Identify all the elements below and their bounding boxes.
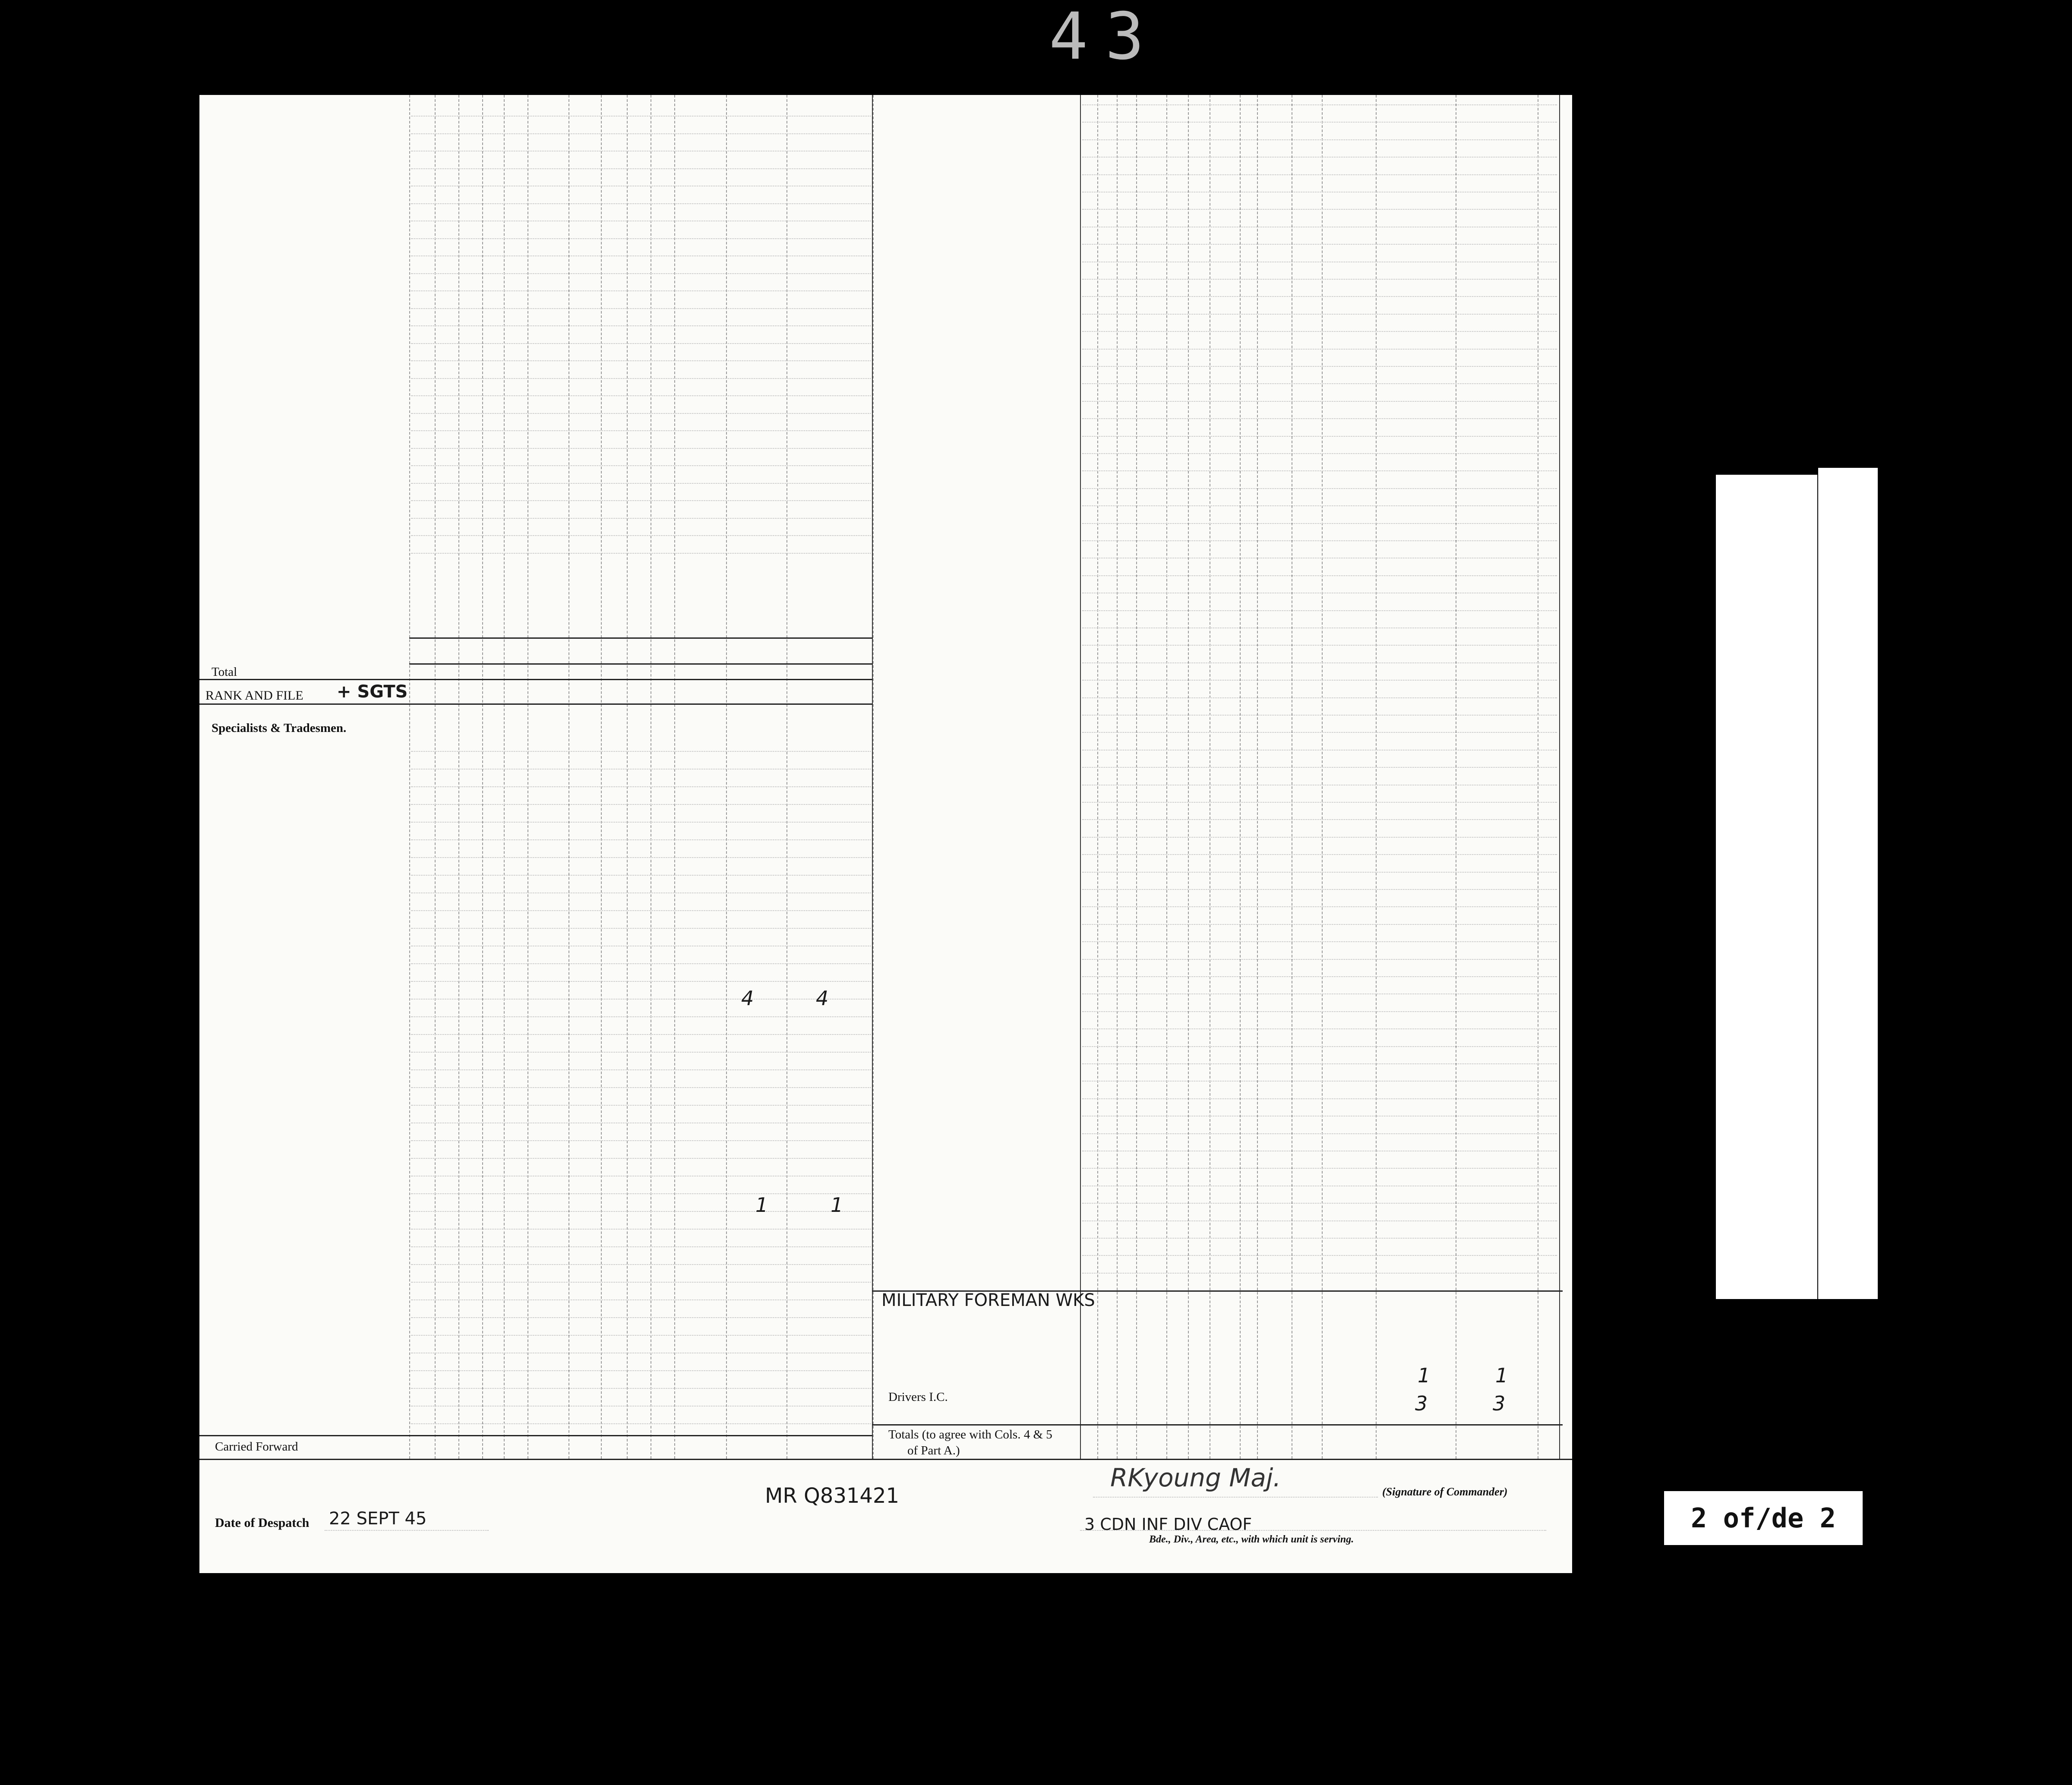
left-top-row-dots <box>411 448 871 449</box>
page-number-stamp: 43 <box>1049 0 1162 74</box>
left-top-row-dots <box>411 325 871 326</box>
right-trade-row-dots <box>1082 1273 1557 1274</box>
right-trade-row-dots <box>1082 680 1557 681</box>
left-trade-row-dots <box>411 1016 871 1017</box>
left-column-line-5 <box>527 95 528 1459</box>
right-trade-row-dots <box>1082 906 1557 907</box>
left-trade-row-dots <box>411 804 871 805</box>
right-trade-row-dots <box>1082 645 1557 646</box>
right-trade-row-dots <box>1082 505 1557 506</box>
left-trade-row-dots <box>411 1229 871 1230</box>
left-trade-row-dots <box>411 786 871 787</box>
total-label: Total <box>212 665 237 679</box>
date-value: 22 SEPT 45 <box>329 1509 427 1529</box>
right-trade-row-dots <box>1082 436 1557 437</box>
left-trade-row-dots <box>411 1087 871 1088</box>
rank-and-file-top-line <box>199 679 873 680</box>
mr-code: MR Q831421 <box>765 1484 900 1508</box>
left-column-line-1 <box>435 95 436 1459</box>
right-label-divider <box>1080 95 1081 1459</box>
right-column-line-4 <box>1166 95 1167 1459</box>
right-trade-row-dots <box>1082 993 1557 994</box>
carried-forward-label: Carried Forward <box>215 1440 298 1454</box>
nac-label <box>1818 468 1878 1299</box>
right-trade-row-dots <box>1082 383 1557 384</box>
left-column-line-11 <box>726 95 727 1459</box>
right-trade-row-dots <box>1082 366 1557 367</box>
right-column-line-2 <box>1117 95 1118 1459</box>
right-trade-row-dots <box>1082 1133 1557 1134</box>
form-bottom-line <box>199 1459 1572 1460</box>
totals-top-line <box>872 1424 1563 1425</box>
left-trade-row-dots <box>411 1069 871 1070</box>
sgts-annotation: + SGTS <box>337 682 408 702</box>
left-trade-row-dots <box>411 1246 871 1247</box>
right-trade-row-dots <box>1082 1255 1557 1256</box>
right-trade-row-dots <box>1082 1063 1557 1064</box>
left-trade-row-dots <box>411 1140 871 1141</box>
driver-operators-value-2: 1 <box>831 1193 843 1217</box>
right-trade-row-dots <box>1082 575 1557 576</box>
right-trade-row-dots <box>1082 1046 1557 1047</box>
left-top-row-dots <box>411 378 871 379</box>
right-trade-row-dots <box>1082 1203 1557 1204</box>
right-trade-row-dots <box>1082 802 1557 803</box>
driver-operators-value-1: 1 <box>755 1193 768 1217</box>
right-trade-row-dots <box>1082 1028 1557 1029</box>
left-top-row-dots <box>411 133 871 134</box>
right-trade-row-dots <box>1082 1238 1557 1239</box>
right-trade-row-dots <box>1082 976 1557 977</box>
left-top-row-dots <box>411 500 871 501</box>
left-trade-row-dots <box>411 1370 871 1371</box>
right-trade-row-dots <box>1082 523 1557 524</box>
right-trade-row-dots <box>1082 418 1557 419</box>
left-top-row-dots <box>411 290 871 291</box>
left-trade-row-dots <box>411 1034 871 1035</box>
right-trade-row-dots <box>1082 314 1557 315</box>
right-trade-row-dots <box>1082 453 1557 454</box>
left-trade-row-dots <box>411 910 871 911</box>
right-trade-row-dots <box>1082 697 1557 698</box>
left-top-row-dots <box>411 413 871 414</box>
form-sheet <box>199 95 1572 1573</box>
left-top-row-dots <box>411 116 871 117</box>
right-trade-row-dots <box>1082 488 1557 489</box>
left-trade-row-dots <box>411 1105 871 1106</box>
right-trade-row-dots <box>1082 296 1557 297</box>
page-badge: 2 of/de 2 <box>1664 1491 1863 1545</box>
right-trade-row-dots <box>1082 1168 1557 1169</box>
clerks-value-2: 4 <box>816 987 829 1010</box>
right-trade-row-dots <box>1082 959 1557 960</box>
left-trade-row-dots <box>411 769 871 770</box>
left-top-row-dots <box>411 465 871 466</box>
right-trade-row-dots <box>1082 610 1557 611</box>
left-column-line-0 <box>409 95 410 1459</box>
right-column-line-8 <box>1257 95 1258 1459</box>
right-column-line-7 <box>1240 95 1241 1459</box>
left-trade-row-dots <box>411 1158 871 1159</box>
nonspec-value-2: 1 <box>1495 1364 1508 1387</box>
right-trade-row-dots <box>1082 244 1557 245</box>
left-top-row-dots <box>411 308 871 309</box>
left-trade-row-dots <box>411 1299 871 1300</box>
left-trade-row-dots <box>411 1264 871 1265</box>
archive-reference-label <box>1716 475 1817 1299</box>
date-line <box>325 1530 489 1531</box>
left-trade-row-dots <box>411 857 871 858</box>
left-top-row-dots <box>411 255 871 256</box>
right-trade-row-dots <box>1082 1011 1557 1012</box>
right-trade-row-dots <box>1082 837 1557 838</box>
signature-line <box>1093 1497 1378 1498</box>
right-column-line-11 <box>1376 95 1377 1459</box>
left-column-line-7 <box>601 95 602 1459</box>
left-top-row-dots <box>411 430 871 431</box>
military-foreman-label: MILITARY FOREMAN WKS <box>881 1290 1095 1310</box>
right-trade-row-dots <box>1082 750 1557 751</box>
left-trade-row-dots <box>411 1423 871 1424</box>
left-top-row-dots <box>411 483 871 484</box>
left-column-line-13 <box>873 95 874 1459</box>
drivers-ic-label: Drivers I.C. <box>888 1390 948 1404</box>
right-trade-row-dots <box>1082 209 1557 210</box>
left-column-line-3 <box>482 95 483 1459</box>
left-column-line-4 <box>504 95 505 1459</box>
left-top-row-dots <box>411 273 871 274</box>
right-trade-row-dots <box>1082 122 1557 123</box>
right-edge-line <box>1559 95 1560 1459</box>
left-trade-row-dots <box>411 1282 871 1283</box>
right-trade-row-dots <box>1082 104 1557 105</box>
right-trade-row-dots <box>1082 889 1557 890</box>
left-trade-row-dots <box>411 1193 871 1194</box>
right-trade-row-dots <box>1082 349 1557 350</box>
right-trade-row-dots <box>1082 1081 1557 1082</box>
right-column-line-1 <box>1097 95 1098 1459</box>
right-trade-row-dots <box>1082 1098 1557 1099</box>
left-trade-row-dots <box>411 999 871 1000</box>
right-column-line-10 <box>1322 95 1323 1459</box>
left-top-row-dots <box>411 203 871 204</box>
commander-signature: RKyoung Maj. <box>1110 1463 1281 1492</box>
rank-and-file-heading: RANK AND FILE <box>205 688 303 703</box>
left-column-line-2 <box>458 95 459 1459</box>
right-trade-row-dots <box>1082 872 1557 873</box>
right-trade-row-dots <box>1082 174 1557 175</box>
right-trade-row-dots <box>1082 924 1557 925</box>
left-top-row-dots <box>411 535 871 536</box>
left-trade-row-dots <box>411 1211 871 1212</box>
right-trade-row-dots <box>1082 819 1557 820</box>
drivers-ic-value-2: 3 <box>1493 1392 1506 1415</box>
center-divider <box>872 95 873 1459</box>
right-trade-row-dots <box>1082 279 1557 280</box>
right-trade-row-dots <box>1082 767 1557 768</box>
right-column-line-3 <box>1136 95 1137 1459</box>
left-top-row-dots <box>411 360 871 361</box>
left-trade-row-dots <box>411 1406 871 1407</box>
right-trade-row-dots <box>1082 401 1557 402</box>
left-trade-row-dots <box>411 1317 871 1318</box>
right-trade-row-dots <box>1082 662 1557 663</box>
nonspec-value-1: 1 <box>1418 1364 1431 1387</box>
drivers-ic-value-1: 3 <box>1415 1392 1428 1415</box>
left-top-row-dots <box>411 343 871 344</box>
right-trade-row-dots <box>1082 715 1557 716</box>
date-label: Date of Despatch <box>215 1516 310 1530</box>
right-trade-row-dots <box>1082 854 1557 855</box>
unit-label: Bde., Div., Area, etc., with which unit is serving. <box>1149 1534 1354 1545</box>
total-bottom-line <box>409 663 873 665</box>
right-column-line-5 <box>1188 95 1189 1459</box>
left-trade-row-dots <box>411 928 871 929</box>
left-column-line-10 <box>674 95 675 1459</box>
right-trade-row-dots <box>1082 732 1557 733</box>
left-trade-row-dots <box>411 875 871 876</box>
left-trade-row-dots <box>411 839 871 840</box>
left-trade-row-dots <box>411 981 871 982</box>
left-column-line-12 <box>786 95 787 1459</box>
right-trade-row-dots <box>1082 331 1557 332</box>
clerks-value-1: 4 <box>741 987 754 1010</box>
unit-value: 3 CDN INF DIV CAOF <box>1084 1515 1252 1534</box>
left-top-row-dots <box>411 395 871 396</box>
left-trade-row-dots <box>411 1052 871 1053</box>
right-trade-row-dots <box>1082 1220 1557 1221</box>
left-top-row-dots <box>411 238 871 239</box>
right-trade-row-dots <box>1082 540 1557 541</box>
total-top-line <box>409 637 873 639</box>
right-trade-row-dots <box>1082 157 1557 158</box>
totals-label-2: of Part A.) <box>907 1444 960 1457</box>
totals-label: Totals (to agree with Cols. 4 & 5 <box>888 1428 1052 1441</box>
right-trade-row-dots <box>1082 139 1557 140</box>
signature-label: (Signature of Commander) <box>1382 1485 1508 1498</box>
left-trade-row-dots <box>411 751 871 752</box>
right-trade-row-dots <box>1082 470 1557 471</box>
left-top-row-dots <box>411 168 871 169</box>
left-column-line-8 <box>627 95 628 1459</box>
left-trade-row-dots <box>411 1388 871 1389</box>
specialists-subheading: Specialists & Tradesmen. <box>212 721 347 735</box>
left-top-row-dots <box>411 518 871 519</box>
right-trade-row-dots <box>1082 941 1557 942</box>
left-top-row-dots <box>411 553 871 554</box>
left-trade-row-dots <box>411 892 871 893</box>
unit-line <box>1080 1530 1546 1531</box>
left-trade-row-dots <box>411 822 871 823</box>
left-trade-row-dots <box>411 1335 871 1336</box>
left-trade-row-dots <box>411 963 871 964</box>
carried-forward-top-line <box>199 1435 873 1436</box>
